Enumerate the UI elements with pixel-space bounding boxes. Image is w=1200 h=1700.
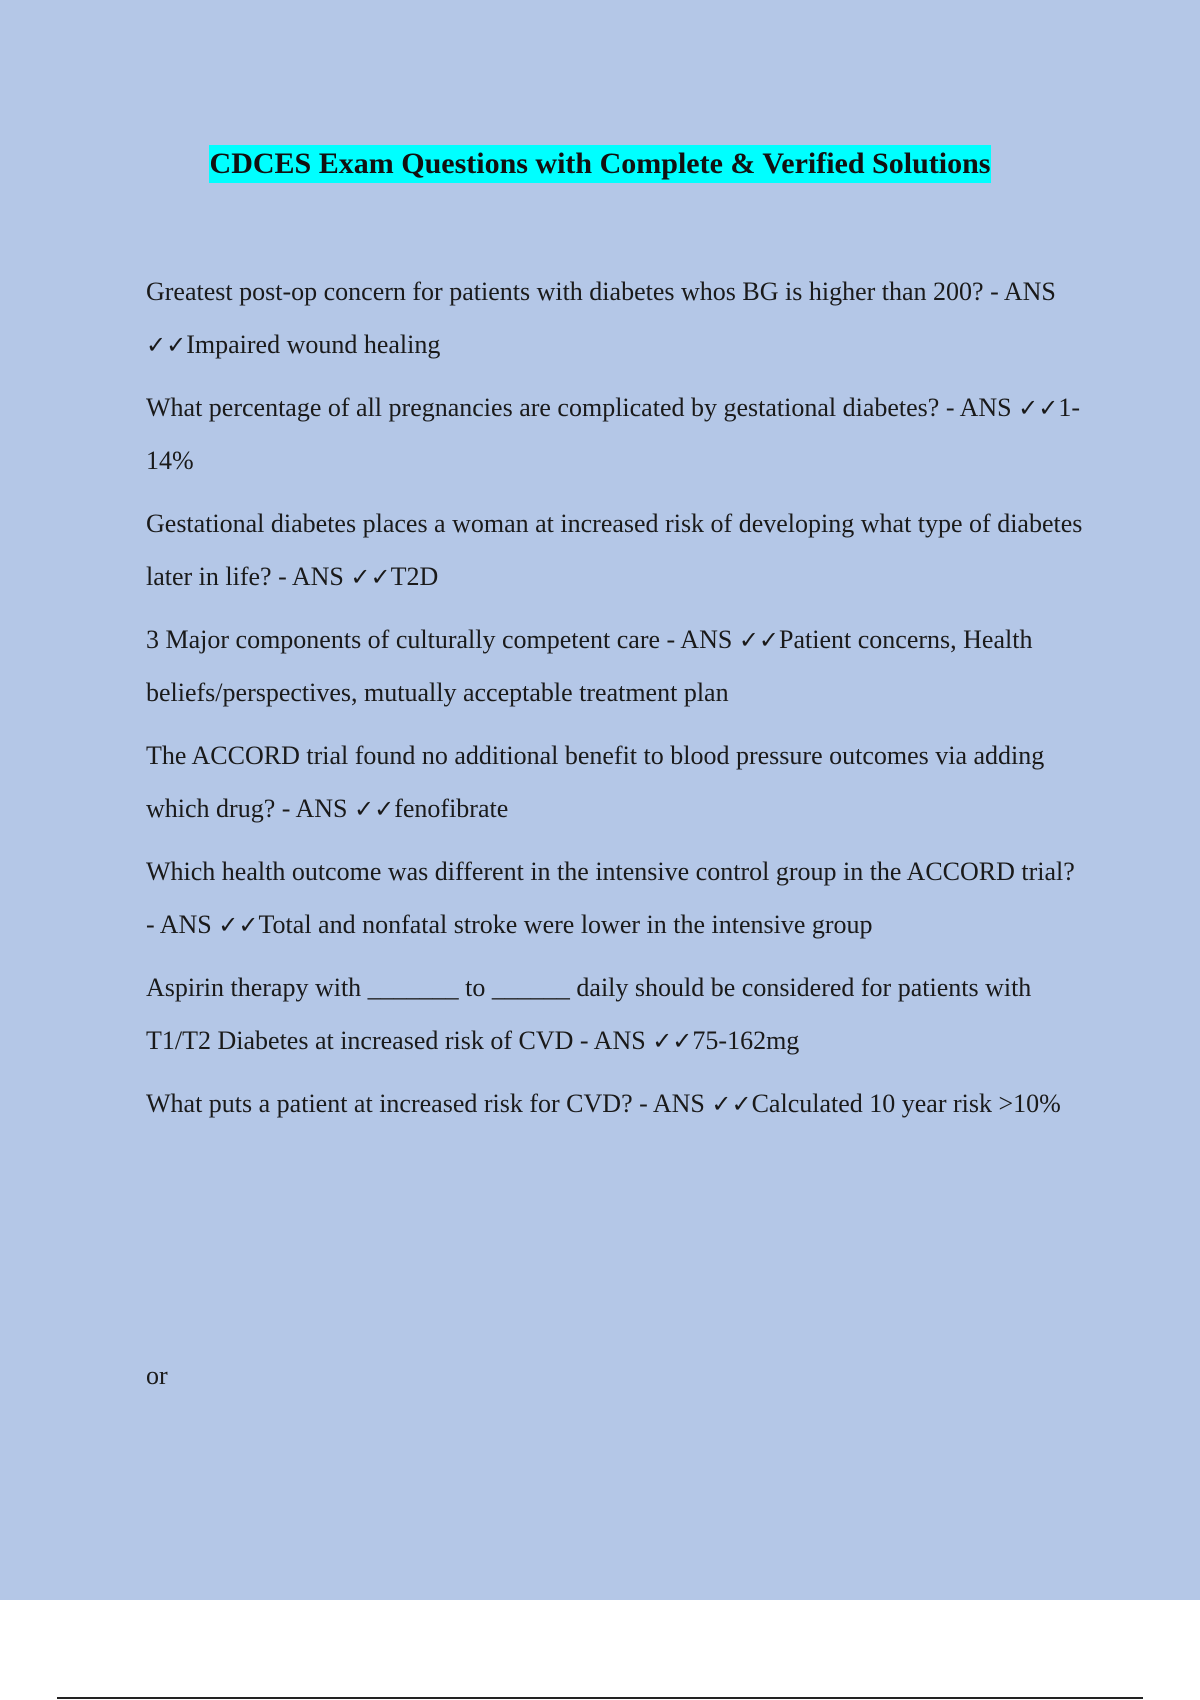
qa-item [146,846,1086,951]
qa-item [146,498,1086,603]
answer-text: T2D [390,561,439,591]
answer-marker: ANS [291,561,344,591]
check-icon: ✓✓ [354,794,395,823]
answer-text: 1-14% [146,393,1080,475]
document-title: CDCES Exam Questions with Complete & Verified Solutions [209,145,992,183]
answer-marker: ANS [593,1025,646,1055]
check-icon: ✓✓ [146,330,187,359]
qa-item [146,382,1086,487]
question-text: 3 Major components of culturally competent care - [146,625,676,654]
check-icon: ✓✓ [350,562,391,591]
answer-text: Patient concerns, Health beliefs/perspectives, mutually acceptable treatment plan [146,625,1033,707]
question-text: What percentage of all pregnancies are complicated by gestational diabetes? - [146,393,955,422]
question-text: Aspirin therapy with _______ to ______ daily should be considered for patients with T1/T2 Diabetes at increased risk of CVD - [146,973,1032,1055]
answer-marker: ANS [959,393,1012,422]
answer-text: 75-162mg [692,1025,800,1055]
qa-item [146,730,1086,835]
question-text: What puts a patient at increased risk for CVD? - [146,1089,648,1118]
question-text: The ACCORD trial found no additional benefit to blood pressure outcomes via adding which drug? - [146,741,1045,823]
check-icon: ✓✓ [652,1026,693,1055]
qa-list [146,266,1086,1142]
answer-marker: ANS [1003,277,1056,306]
check-icon: ✓✓ [738,626,780,654]
check-icon: ✓✓ [711,1090,752,1118]
check-icon: ✓✓ [218,910,259,939]
title-wrap [0,145,1200,183]
qa-item [146,962,1086,1067]
question-text: Gestational diabetes places a woman at increased risk of developing what type of diabetes later in life? - [146,509,1083,591]
answer-marker: ANS [680,625,733,654]
answer-marker: ANS [652,1089,705,1118]
question-text: Greatest post-op concern for patients with diabetes whos BG is higher than 200? - [146,277,999,306]
qa-item [146,614,1086,719]
answer-text: Total and nonfatal stroke were lower in the intensive group [258,909,873,939]
trailing-text: or [146,1361,168,1390]
answer-text: fenofibrate [394,793,509,823]
answer-text: Impaired wound healing [186,329,441,359]
qa-item [146,266,1086,371]
footer-divider [57,1697,1143,1699]
check-icon: ✓✓ [1018,394,1059,422]
qa-item [146,1078,1086,1131]
answer-marker: ANS [159,909,212,939]
answer-marker: ANS [295,793,348,823]
answer-text: Calculated 10 year risk >10% [751,1089,1061,1118]
question-text: Which health outcome was different in the intensive control group in the ACCORD trial? - [146,857,1075,939]
